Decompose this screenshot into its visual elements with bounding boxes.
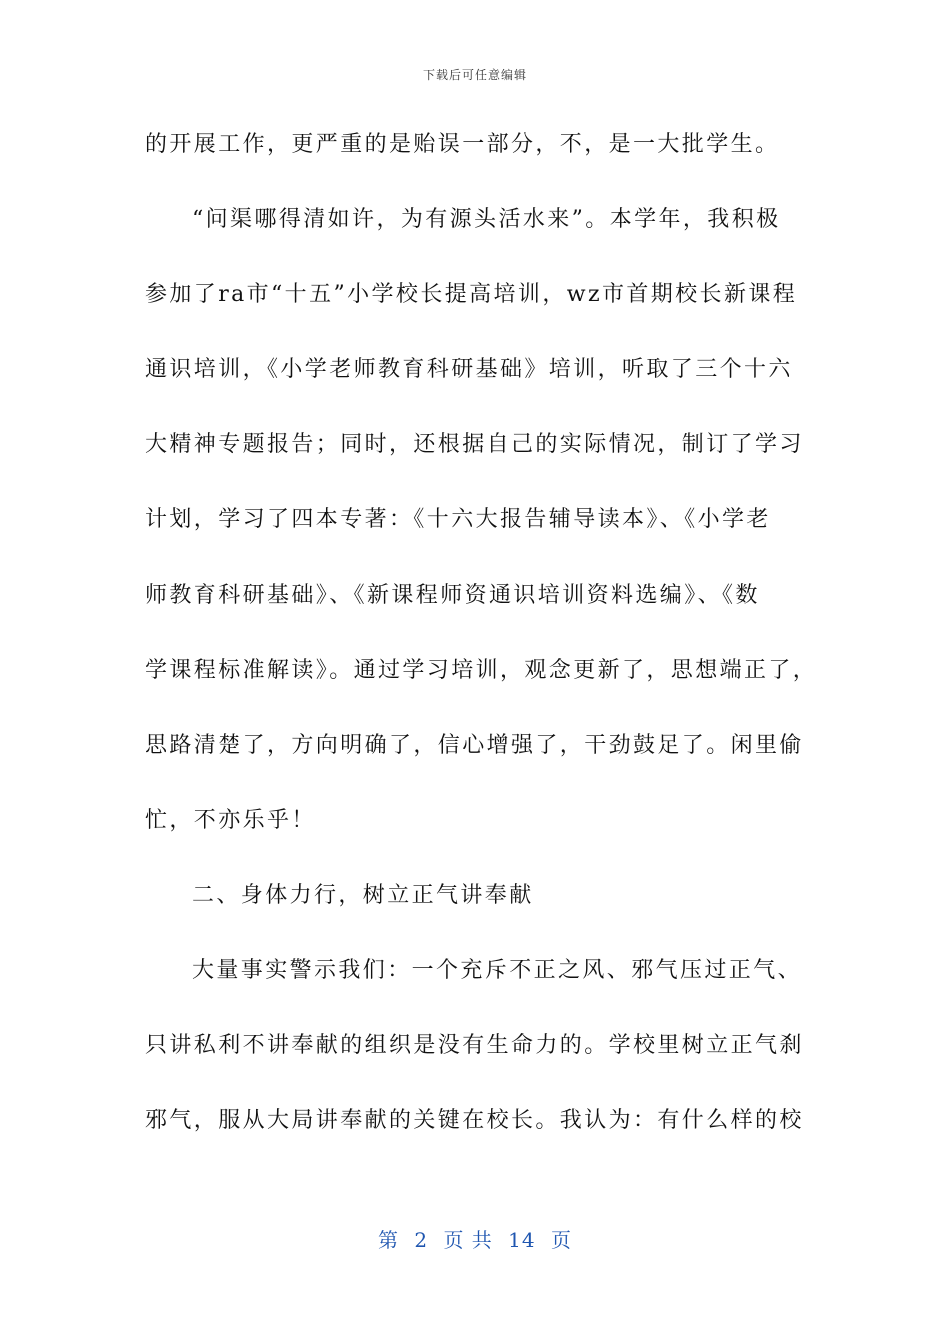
body-line-9: 思路清楚了，方向明确了，信心增强了，干劲鼓足了。闲里偷 [145,732,804,758]
footer-total-pages: 14 [508,1228,536,1252]
body-line-12: 大量事实警示我们：一个充斥不正之风、邪气压过正气、 [192,958,803,984]
body-line-13: 只讲私利不讲奉献的组织是没有生命力的。学校里树立正气刹 [145,1033,804,1059]
body-line-2: “问渠哪得清如许，为有源头活水来”。本学年，我积极 [192,207,781,233]
footer-prefix: 第 [378,1228,399,1252]
body-line-3: 参加了ra市“十五”小学校长提高培训，wz市首期校长新课程 [145,282,798,308]
body-line-8: 学课程标准解读》。通过学习培训，观念更新了，思想端正了， [145,657,818,683]
section-heading: 二、身体力行，树立正气讲奉献 [192,882,534,908]
document-body [145,124,818,1175]
body-line-10: 忙，不亦乐乎！ [145,807,316,833]
footer-page-number: 2 [414,1228,429,1252]
body-line-5: 大精神专题报告；同时，还根据自己的实际情况，制订了学习 [145,432,804,458]
body-line-14: 邪气，服从大局讲奉献的关键在校长。我认为：有什么样的校 [145,1108,804,1134]
footer-suffix: 页 [550,1228,572,1252]
body-line-7: 师教育科研基础》、《新课程师资通识培训资料选编》、《数 [145,582,760,608]
footer-middle: 页 共 [443,1228,493,1252]
body-line-6: 计划，学习了四本专著：《十六大报告辅导读本》、《小学老 [145,507,771,533]
page-header: 下载后可任意编辑 [422,68,527,82]
page-footer [0,1224,950,1253]
body-line-4: 通识培训，《小学老师教育科研基础》培训，听取了三个十六 [145,357,793,383]
body-line-1: 的开展工作，更严重的是贻误一部分，不，是一大批学生。 [145,132,780,157]
